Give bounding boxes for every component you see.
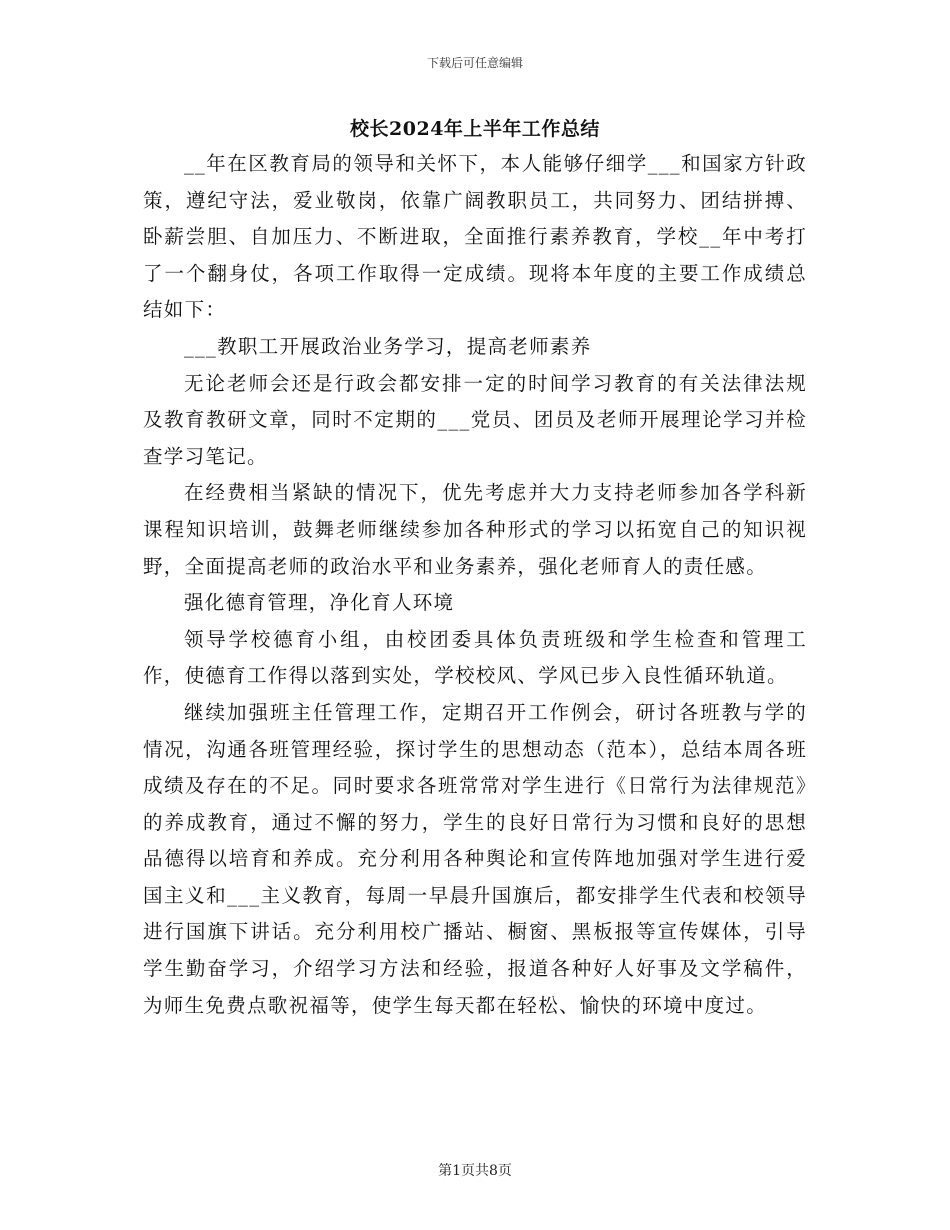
paragraph-intro: __年在区教育局的领导和关怀下，本人能够仔细学___和国家方针政策，遵纪守法，爱业敬岗，依靠广阔教职员工，共同努力、团结拼搏、卧薪尝胆、自加压力、不断进取，全面推行素养教育，学校__年中考打了一个翻身仗，各项工作取得一定成绩。现将本年度的主要工作成绩总结如下：	[143, 152, 807, 322]
paragraph-training: 在经费相当紧缺的情况下，优先考虑并大力支持老师参加各学科新课程知识培训，鼓舞老师继续参加各种形式的学习以拓宽自己的知识视野，全面提高老师的政治水平和业务素养，强化老师育人的责任感。	[143, 481, 807, 578]
paragraph-class-management: 继续加强班主任管理工作，定期召开工作例会，研讨各班教与学的情况，沟通各班管理经验，探讨学生的思想动态（范本），总结本周各班成绩及存在的不足。同时要求各班常常对学生进行《日常行为法律规范》的养成教育，通过不懈的努力，学生的良好日常行为习惯和良好的思想品德得以培育和养成。充分利用各种舆论和宣传阵地加强对学生进行爱国主义和___主义教育，每周一早晨升国旗后，都安排学生代表和校领导进行国旗下讲话。充分利用校广播站、橱窗、黑板报等宣传媒体，引导学生勤奋学习，介绍学习方法和经验，报道各种好人好事及文学稿件，为师生免费点歌祝福等，使学生每天都在轻松、愉快的环境中度过。	[143, 700, 807, 1017]
page-header-note: 下载后可任意编辑	[426, 56, 523, 70]
paragraph-moral-group: 领导学校德育小组，由校团委具体负责班级和学生检查和管理工作，使德育工作得以落到实处，学校校风、学风已步入良性循环轨道。	[143, 627, 807, 688]
section-heading-moral: 强化德育管理，净化育人环境	[183, 591, 455, 615]
document-body	[143, 146, 807, 1024]
document-title: 校长2024年上半年工作总结	[350, 118, 600, 140]
paragraph-study-meetings: 无论老师会还是行政会都安排一定的时间学习教育的有关法律法规及教育教研文章，同时不定期的___党员、团员及老师开展理论学习并检查学习笔记。	[143, 371, 807, 468]
section-heading-study: ___教职工开展政治业务学习，提高老师素养	[183, 334, 592, 358]
page-number: 第1页共8页	[438, 1163, 512, 1179]
